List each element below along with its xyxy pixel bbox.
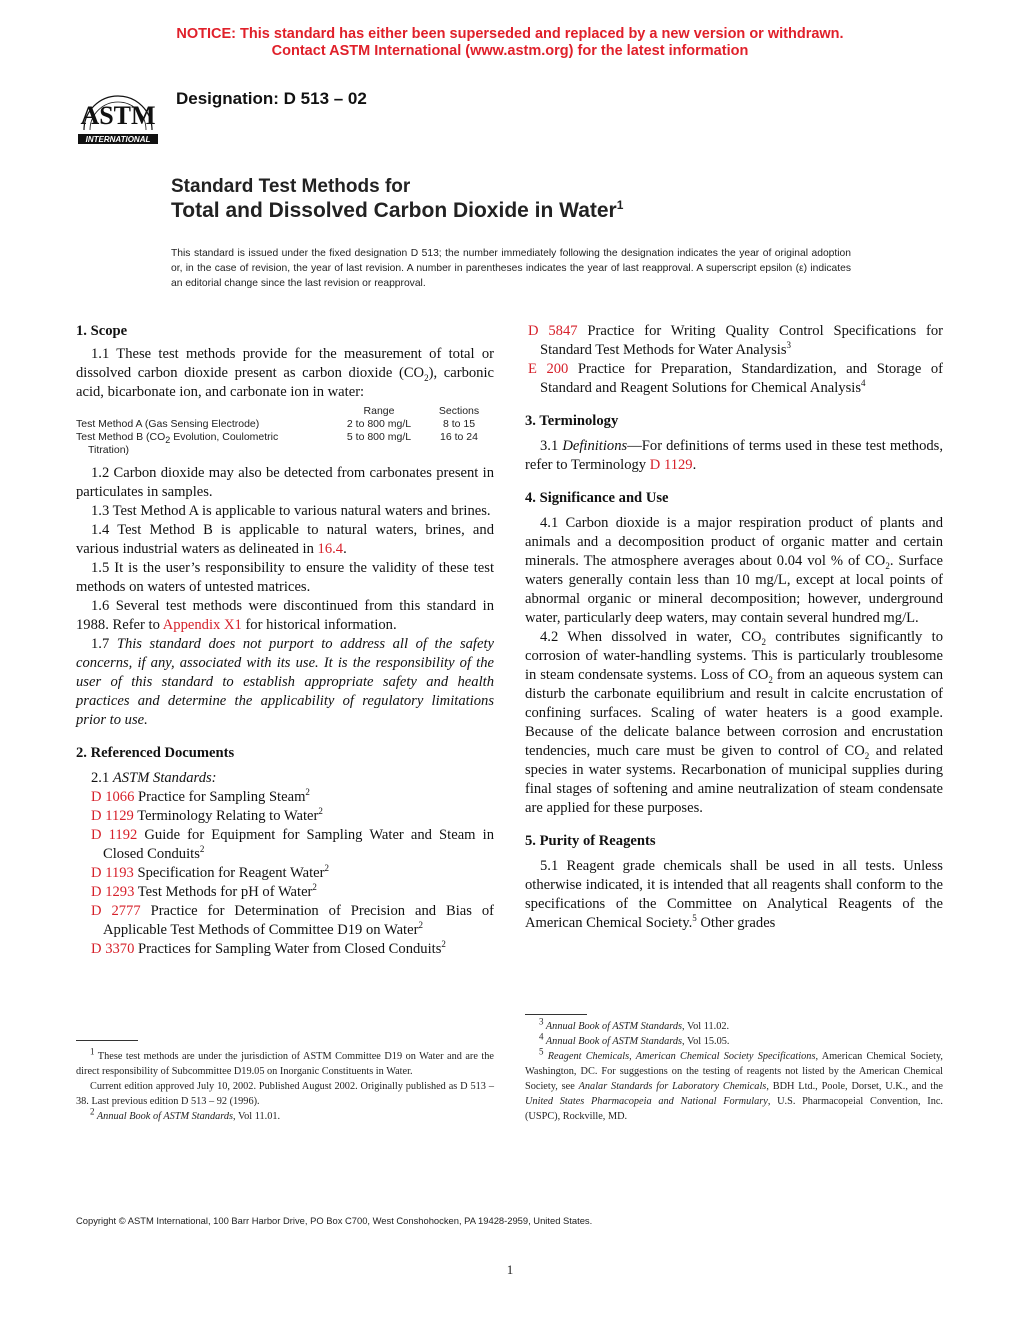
section-heading-significance: 4. Significance and Use — [525, 490, 669, 506]
footnotes-left — [76, 1046, 494, 1124]
table-row — [76, 418, 494, 431]
link-d1066[interactable]: D 1066 — [91, 789, 135, 805]
designation: Designation: D 513 – 02 — [176, 89, 367, 108]
section-heading-referenced: 2. Referenced Documents — [76, 745, 235, 761]
logo-subtext: INTERNATIONAL — [85, 135, 151, 144]
section-heading-purity: 5. Purity of Reagents — [525, 833, 656, 849]
table-cell: 2 to 800 mg/L — [346, 418, 412, 430]
significance-para-4-1: 4.1 Carbon dioxide is a major respiration product of plants and animals and a decomposition product of organic matter and certain minerals. The atmosphere averages about 0.04 vol % of $CO_2$. Surface waters generally contain less than 10 mg/L, except at local points of abnormal organic or mineral decomposition; however, underground water, particularly deep waters, may contain several hundred mg/L. — [525, 515, 943, 626]
notice-line-2: Contact ASTM International (www.astm.org) for the latest information — [271, 43, 749, 59]
terminology-para-3-1: 3.1 Definitions—For definitions of terms used in these test methods, refer to Terminology D 1129. — [525, 438, 944, 473]
table-header-cell: Range — [363, 405, 395, 417]
link-d3370[interactable]: D 3370 — [91, 941, 135, 957]
astm-logo — [76, 76, 160, 152]
footnote-5: $^5$ Reagent Chemicals, American Chemical Society Specifications, American Chemical Society, Washington, DC. For suggestions on the testing of reagents not listed by the American Chemical Society, see Analar Standards for Laboratory Chemicals, BDH Ltd., Poole, Dorset, U.K., and the United States Pharmacopeia and National Formulary, U.S. Pharmacopeial Convention, Inc. (USPC), Rockville, MD. — [525, 1046, 944, 1122]
title-line-2: Total and Dissolved Carbon Dioxide in Water$^1$ — [171, 198, 624, 222]
left-column — [76, 322, 494, 959]
logo-text: ASTM — [80, 101, 156, 130]
right-column — [525, 322, 943, 933]
link-e200[interactable]: E 200 — [528, 361, 569, 377]
table-cell: Test Method A (Gas Sensing Electrode) — [76, 418, 260, 430]
footnote-1b: Current edition approved July 10, 2002. Published August 2002. Originally published as D 513 – 38. Last previous edition D 513 – 92 (1996). — [76, 1081, 494, 1107]
footnote-2: $^2$ Annual Book of ASTM Standards, Vol 11.01. — [90, 1106, 281, 1122]
table-cell: Test Method B ($CO_2$ Evolution, Coulometric Titration) — [76, 431, 279, 456]
scope-para-1-6: 1.6 Several test methods were discontinued from this standard in 1988. Refer to Appendix X1 for historical information. — [76, 598, 494, 633]
link-appendix-x1[interactable]: Appendix X1 — [162, 617, 242, 633]
document-title — [171, 176, 623, 223]
footnote-4: $^4$ Annual Book of ASTM Standards, Vol 15.05. — [539, 1031, 730, 1047]
footnote-3: $^3$ Annual Book of ASTM Standards, Vol 11.02. — [539, 1016, 730, 1032]
scope-para-1-3: 1.3 Test Method A is applicable to various natural waters and brines. — [91, 503, 491, 519]
link-d1129-terminology[interactable]: D 1129 — [649, 457, 693, 473]
link-d5847[interactable]: D 5847 — [528, 323, 578, 339]
reference-item: E 200 Practice for Preparation, Standardization, and Storage of Standard and Reagent Solutions for Chemical Analysis$^4$ — [528, 361, 943, 396]
reference-item: D 1293 Test Methods for pH of Water$^2$ — [91, 882, 317, 900]
reference-item: D 1192 Guide for Equipment for Sampling Water and Steam in Closed Conduits$^2$ — [91, 827, 494, 862]
method-ranges-table — [76, 405, 494, 457]
link-16-4[interactable]: 16.4 — [317, 541, 344, 557]
scope-para-1-2: 1.2 Carbon dioxide may also be detected from carbonates present in particulates in samples. — [76, 465, 494, 500]
link-d2777[interactable]: D 2777 — [91, 903, 141, 919]
withdrawal-notice — [0, 26, 1020, 60]
link-d1193[interactable]: D 1193 — [91, 865, 134, 881]
footnote-1: $^1$ These test methods are under the jurisdiction of ASTM Committee D19 on Water and are the direct responsibility of Subcommittee D19.05 on Inorganic Constituents in Water. — [76, 1046, 494, 1077]
page-number: 1 — [506, 1262, 514, 1277]
section-heading-scope: 1. Scope — [76, 323, 128, 339]
notice-line-1: NOTICE: This standard has either been superseded and replaced by a new version or withdrawn. — [176, 26, 844, 42]
issuance-note: This standard is issued under the fixed designation D 513; the number immediately following the designation indicates the year of original adoption or, in the case of revision, the year of last revision. A number in parentheses indicates the year of last reapproval. A superscript epsilon (ε) indicates an editorial change since the last revision or reapproval. — [171, 248, 851, 289]
scope-para-1-5: 1.5 It is the user’s responsibility to ensure the validity of these test methods on waters of untested matrices. — [76, 560, 494, 595]
footnote-rule — [525, 1014, 587, 1015]
link-d1129[interactable]: D 1129 — [91, 808, 134, 824]
title-line-1: Standard Test Methods for — [171, 176, 411, 197]
link-d1293[interactable]: D 1293 — [91, 884, 135, 900]
copyright-line: Copyright © ASTM International, 100 Barr Harbor Drive, PO Box C700, West Conshohocken, PA 19428-2959, United States. — [76, 1215, 593, 1226]
reference-item: D 2777 Practice for Determination of Precision and Bias of Applicable Test Methods of Committee D19 on Water$^2$ — [91, 903, 494, 938]
table-cell: 8 to 15 — [442, 418, 476, 430]
section-heading-terminology: 3. Terminology — [525, 413, 619, 429]
table-header-row — [76, 405, 494, 418]
reference-item: D 3370 Practices for Sampling Water from Closed Conduits$^2$ — [91, 939, 446, 957]
link-d1192[interactable]: D 1192 — [91, 827, 138, 843]
footnotes-right — [525, 1016, 944, 1124]
referenced-intro: 2.1 ASTM Standards: — [91, 770, 217, 786]
astm-logo-icon — [76, 76, 160, 152]
purity-para-5-1: 5.1 Reagent grade chemicals shall be used in all tests. Unless otherwise indicated, it is intended that all reagents shall conform to the specifications of the Committee on Analytical Reagents of the American Chemical Society.$^5$ Other grades — [525, 858, 943, 931]
scope-para-1-1: 1.1 These test methods provide for the measurement of total or dissolved carbon dioxide present as carbon dioxide $(CO_2)$, carbonic acid, bicarbonate ion, and carbonate ion in water: — [76, 346, 494, 400]
table-header-cell — [76, 405, 334, 418]
reference-item: D 5847 Practice for Writing Quality Control Specifications for Standard Test Methods for Water Analysis$^3$ — [528, 323, 943, 358]
scope-para-1-4: 1.4 Test Method B is applicable to natural waters, brines, and various industrial waters as delineated in 16.4. — [76, 522, 494, 557]
reference-item: D 1066 Practice for Sampling Steam$^2$ — [91, 787, 310, 805]
reference-item: D 1193 Specification for Reagent Water$^2$ — [91, 863, 329, 881]
scope-para-1-7: 1.7 This standard does not purport to address all of the safety concerns, if any, associated with its use. It is the responsibility of the user of this standard to establish appropriate safety and health practices and determine the applicability of regulatory limitations prior to use. — [76, 636, 494, 728]
table-cell: 5 to 800 mg/L — [346, 431, 412, 443]
title-footnote-mark: 1 — [616, 198, 624, 212]
table-row — [76, 431, 494, 457]
table-header-cell: Sections — [438, 405, 480, 417]
footnote-rule — [76, 1040, 138, 1041]
table-cell: 16 to 24 — [440, 431, 478, 443]
reference-item: D 1129 Terminology Relating to Water$^2$ — [91, 806, 323, 824]
significance-para-4-2: 4.2 When dissolved in water, $CO_2$ contributes significantly to corrosion of water-handling systems. This is particularly troublesome in steam condensate systems. Loss of $CO_2$ from an aqueous system can disturb the carbonate equilibrium and result in calcite encrustation of confining surfaces. Scaling of water heaters is a good example. Because of the delicate balance between corrosion and encrustation tendencies, much care must be given to control of $CO_2$ and related species in water systems. Recarbonation of municipal supplies during final stages of softening and amine neutralization of steam condensate are applied for these purposes. — [525, 629, 943, 816]
